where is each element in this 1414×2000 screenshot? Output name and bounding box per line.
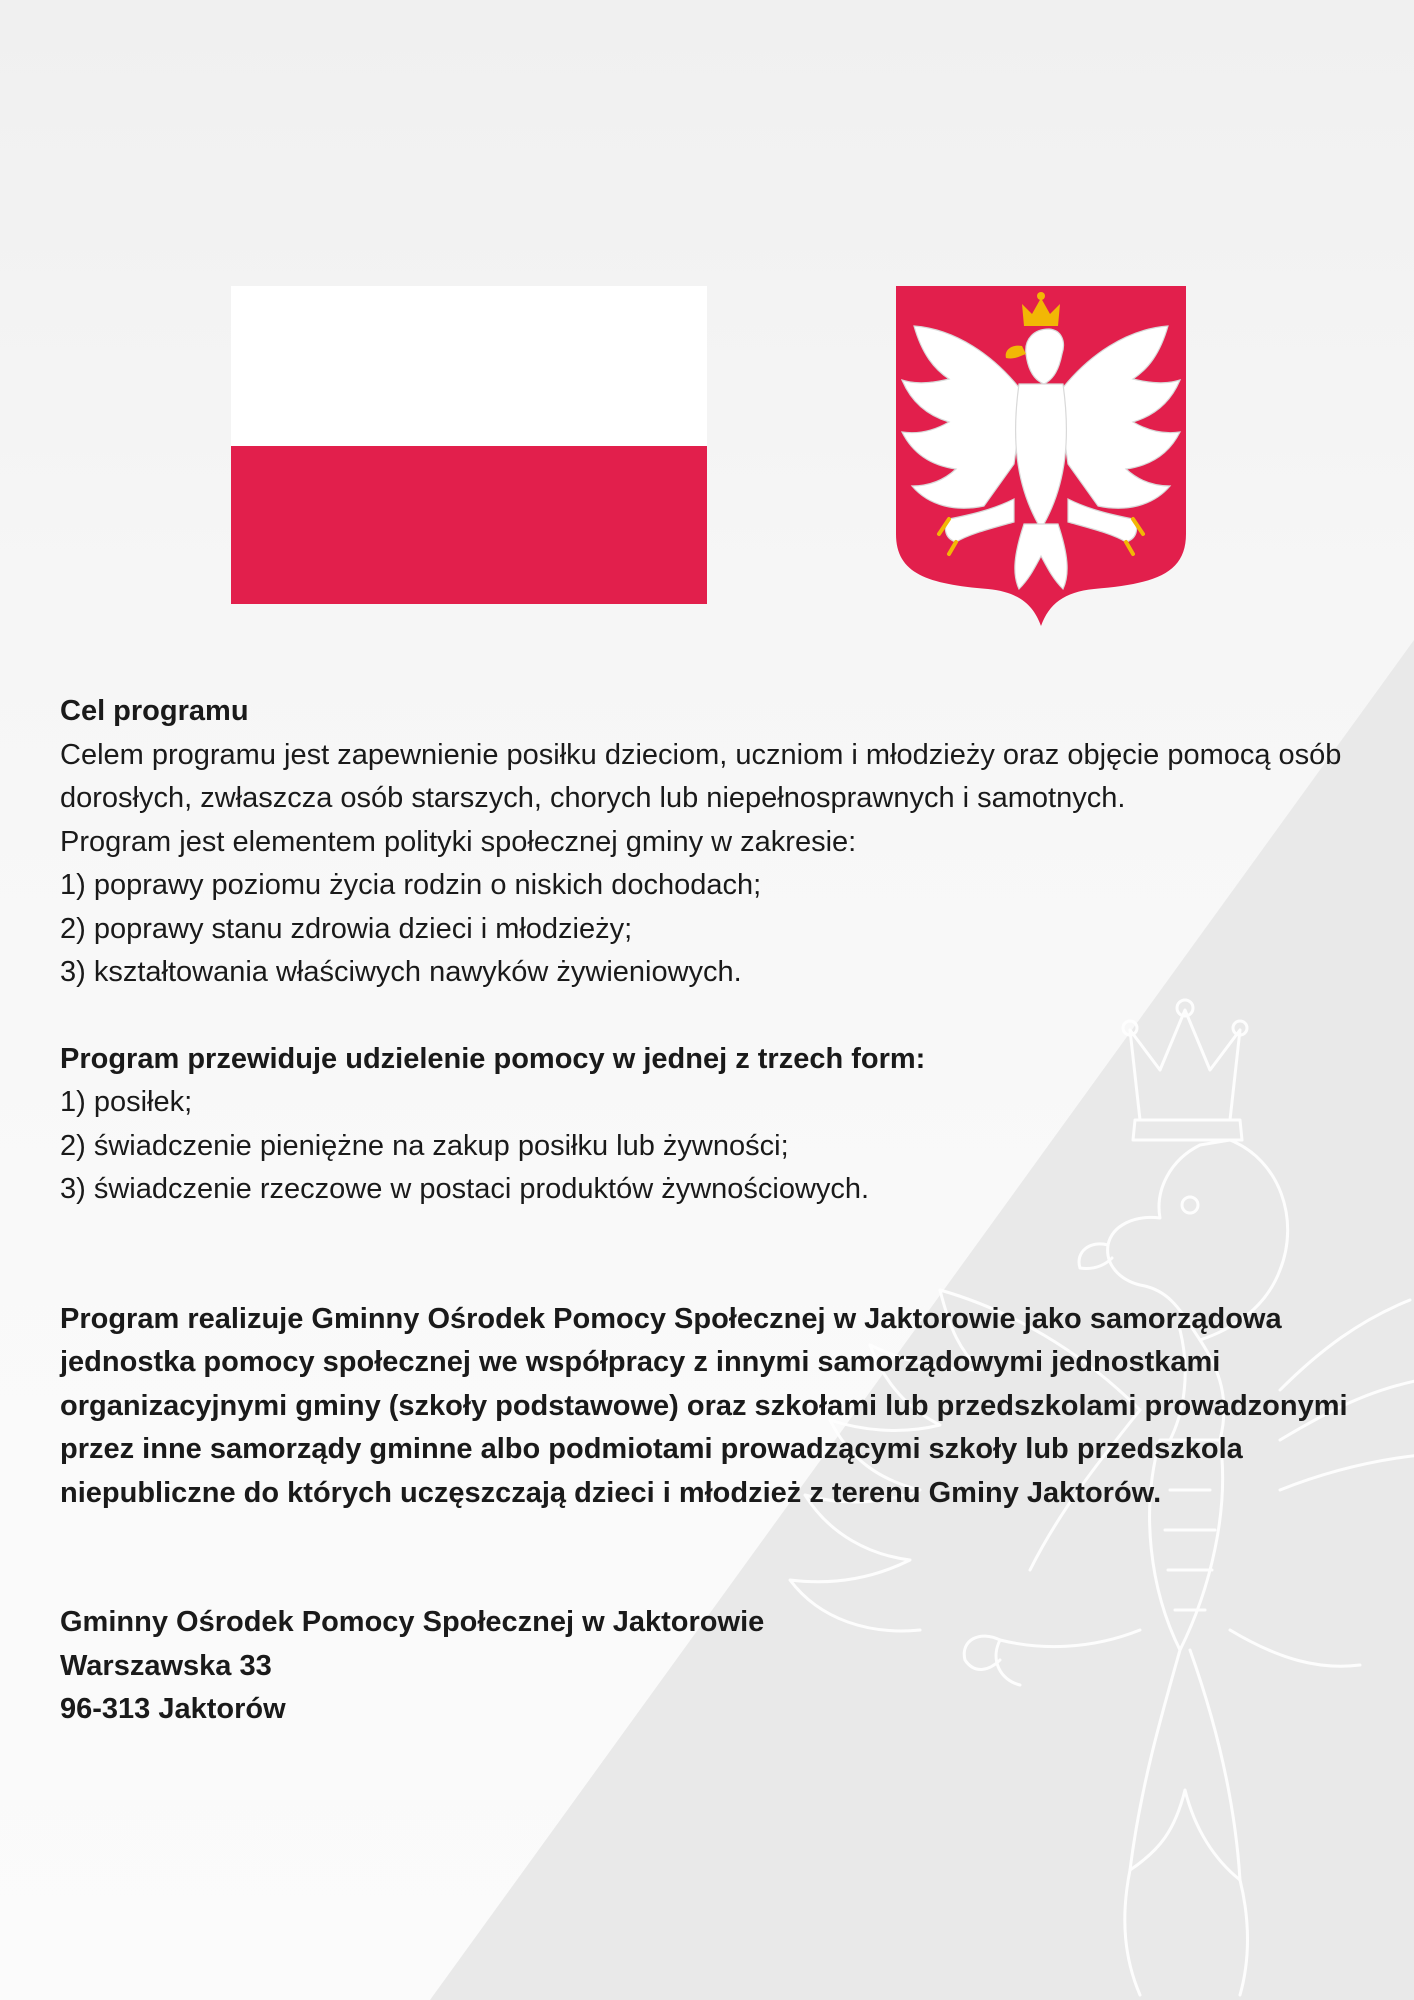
address-name: Gminny Ośrodek Pomocy Społecznej w Jaktorowie [60,1606,765,1638]
address-street: Warszawska 33 [60,1649,272,1682]
flag-white-stripe [231,286,707,446]
form-item-3: 3) świadczenie rzeczowe w postaci produktów żywnościowych. [60,1173,870,1205]
form-item-2: 2) świadczenie pieniężne na zakup posiłku lub żywności; [60,1129,789,1162]
spacer [60,1515,1360,1601]
section-heading-goal: Cel programu [60,695,249,727]
goal-item-3: 3) kształtowania właściwych nawyków żywieniowych. [60,956,742,988]
document-body [60,690,1360,1732]
section-heading-forms: Program przewiduje udzielenie pomocy w jednej z trzech form: [60,1042,926,1075]
goal-item-1: 1) poprawy poziomu życia rodzin o niskich dochodach; [60,869,762,901]
implementation-paragraph: Program realizuje Gminny Ośrodek Pomocy Społecznej w Jaktorowie jako samorządowa jednostka pomocy społecznej we współpracy z innymi samorządowymi jednostkami organizacyjnymi gminy (szkoły podstawowe) oraz szkołami lub przedszkolami prowadzonymi przez inne samorządy gminne albo podmiotami prowadzącymi szkoły lub przedszkola niepubliczne do których uczęszczają dzieci i młodzież z terenu Gminy Jaktorów. [60,1302,1348,1509]
spacer [60,995,1360,1038]
policy-statement: Program jest elementem polityki społecznej gminy w zakresie: [60,825,857,858]
form-item-1: 1) posiłek; [60,1086,193,1118]
flag-red-stripe [231,446,707,604]
polish-flag-icon [231,286,707,604]
coat-of-arms-icon [894,284,1188,626]
goal-item-2: 2) poprawy stanu zdrowia dzieci i młodzieży; [60,912,633,945]
spacer [60,1212,1360,1298]
address-city: 96-313 Jaktorów [60,1693,286,1725]
goal-description: Celem programu jest zapewnienie posiłku dzieciom, uczniom i młodzieży oraz objęcie pomocą osób dorosłych, zwłaszcza osób starszych, chorych lub niepełnosprawnych i samotnych. [60,738,1342,814]
